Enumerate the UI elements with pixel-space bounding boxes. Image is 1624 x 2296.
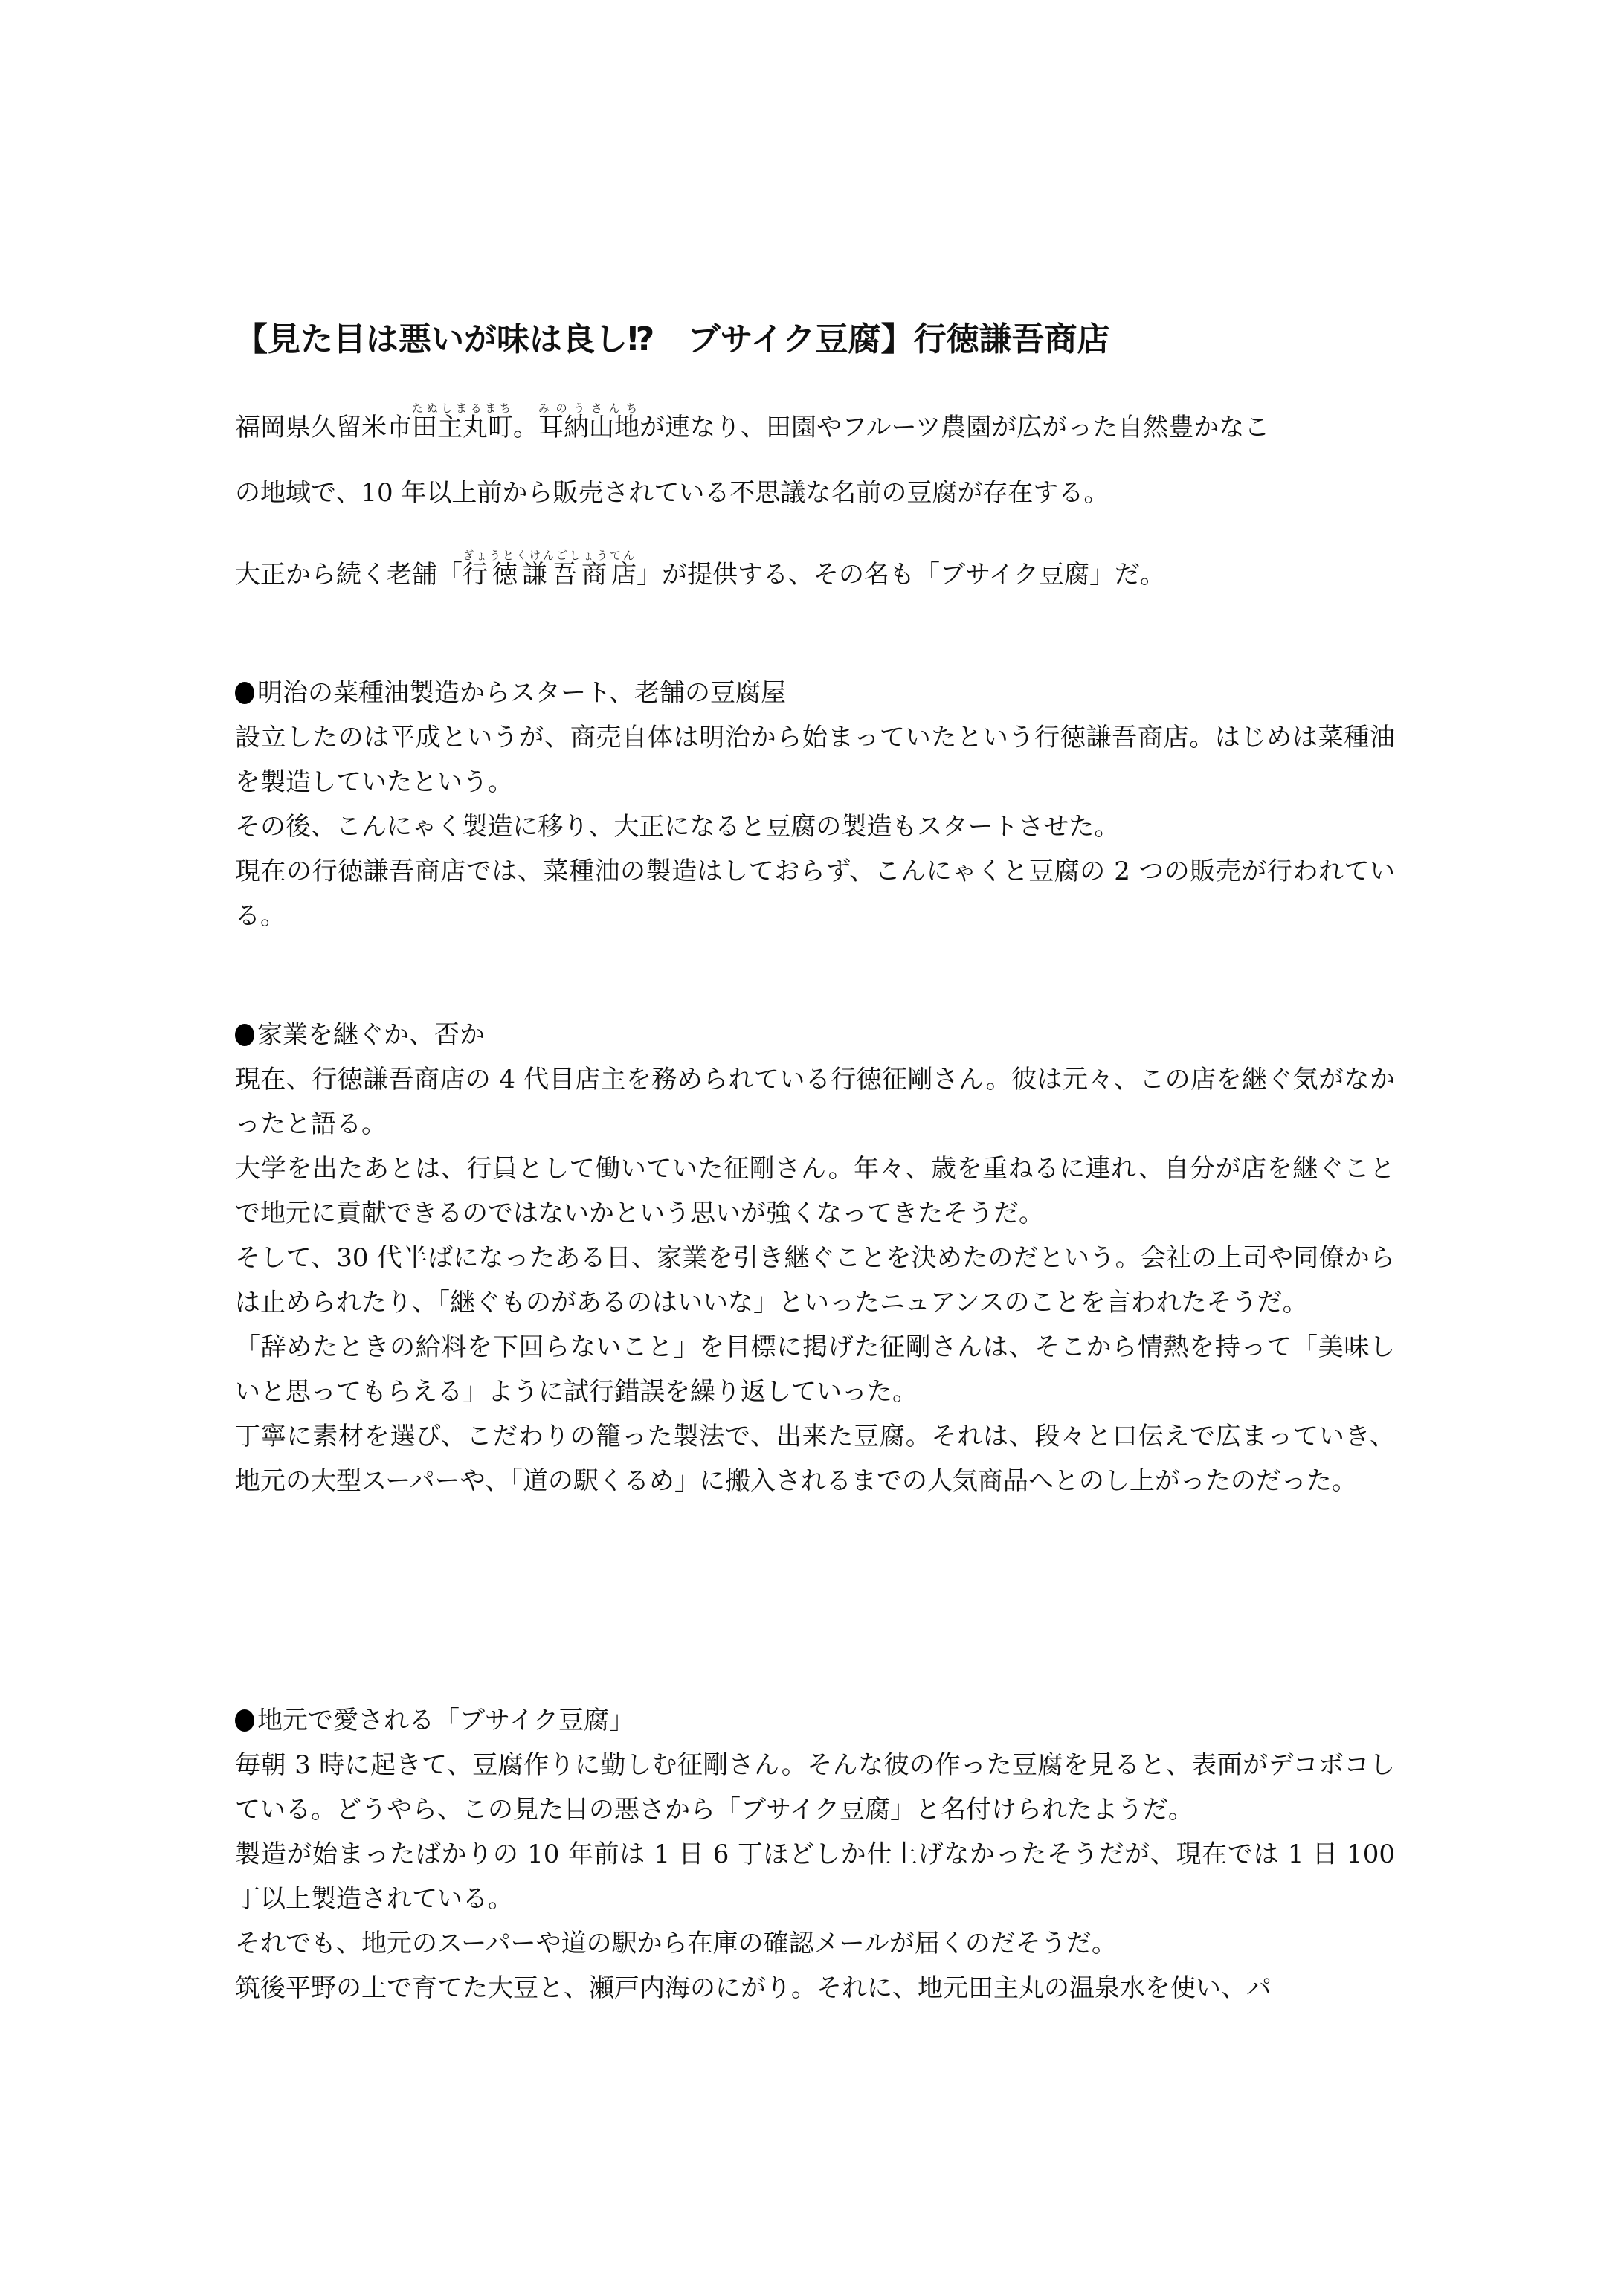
intro-text: 」が提供する、その名も「ブサイク豆腐」だ。 xyxy=(637,560,1165,590)
paragraph: それでも、地元のスーパーや道の駅から在庫の確認メールが届くのだそうだ。 xyxy=(235,1929,1117,1958)
article-title: 【見た目は悪いが味は良し⁉ ブサイク豆腐】行徳謙吾商店 xyxy=(235,320,1110,359)
section-heading xyxy=(235,1698,1395,1743)
paragraph: 現在、行徳謙吾商店の 4 代目店主を務められている行徳征剛さん。彼は元々、この店を継ぐ気がなかったと語る。 xyxy=(235,1065,1395,1139)
section-busaiku-tofu xyxy=(235,1698,1395,2010)
section-family-business xyxy=(235,1013,1395,1503)
ruby-reading: みのうさんち xyxy=(538,402,639,415)
section-heading-text: 家業を継ぐか、否か xyxy=(257,1020,485,1050)
bullet-icon xyxy=(235,1024,254,1046)
paragraph: 大学を出たあとは、行員として働いていた征剛さん。年々、歳を重ねるに連れ、自分が店を継ぐことで地元に貢献できるのではないかという思いが強くなってきたそうだ。 xyxy=(235,1154,1395,1228)
paragraph: その後、こんにゃく製造に移り、大正になると豆腐の製造もスタートさせた。 xyxy=(235,812,1120,842)
intro-text: 。 xyxy=(513,413,538,442)
intro-line-2: の地域で、10 年以上前から販売されている不思議な名前の豆腐が存在する。 xyxy=(235,478,1109,508)
paragraph: 現在の行徳謙吾商店では、菜種油の製造はしておらず、こんにゃくと豆腐の 2 つの販売が行われている。 xyxy=(235,857,1395,931)
section-heading xyxy=(235,1013,1395,1057)
ruby-minousanchi xyxy=(538,402,639,442)
section-heading xyxy=(235,671,1395,715)
paragraph: 設立したのは平成というが、商売自体は明治から始まっていたという行徳謙吾商店。はじめは菜種油を製造していたという。 xyxy=(235,723,1395,797)
ruby-base: 行徳謙吾商店 xyxy=(463,560,637,590)
paragraph: 「辞めたときの給料を下回らないこと」を目標に掲げた征剛さんは、そこから情熱を持って「美味しいと思ってもらえる」ように試行錯誤を繰り返していった。 xyxy=(235,1332,1395,1407)
ruby-base: 田主丸町 xyxy=(412,413,513,442)
bullet-icon xyxy=(235,1709,254,1732)
paragraph: そして、30 代半ばになったある日、家業を引き継ぐことを決めたのだという。会社の上司や同僚からは止められたり、「継ぐものがあるのはいいな」といったニュアンスのことを言われたそうだ。 xyxy=(235,1243,1395,1318)
section-heading-text: 明治の菜種油製造からスタート、老舗の豆腐屋 xyxy=(257,678,786,708)
paragraph: 筑後平野の土で育てた大豆と、瀬戸内海のにがり。それに、地元田主丸の温泉水を使い、パ xyxy=(235,1973,1272,2003)
ruby-base: 耳納山地 xyxy=(538,413,639,442)
ruby-reading: たぬしまるまち xyxy=(412,402,513,415)
section-heading-text: 地元で愛される「ブサイク豆腐」 xyxy=(257,1706,634,1735)
paragraph: 丁寧に素材を選び、こだわりの籠った製法で、出来た豆腐。それは、段々と口伝えで広まっていき、地元の大型スーパーや、「道の駅くるめ」に搬入されるまでの人気商品へとのし上がったのだった。 xyxy=(235,1422,1395,1496)
paragraph: 製造が始まったばかりの 10 年前は 1 日 6 丁ほどしか仕上げなかったそうだが、現在では 1 日 100 丁以上製造されている。 xyxy=(235,1839,1395,1914)
intro-text: が連なり、田園やフルーツ農園が広がった自然豊かなこ xyxy=(639,413,1270,442)
section-meiji-origins xyxy=(235,671,1395,938)
ruby-tanushimarumachi xyxy=(412,402,513,442)
ruby-reading: ぎょうとくけんごしょうてん xyxy=(463,549,637,562)
ruby-gyoutoku-kengo-shouten xyxy=(463,549,637,590)
intro-line-1 xyxy=(235,402,1395,446)
bullet-icon xyxy=(235,682,254,704)
intro-text: 大正から続く老舗「 xyxy=(235,560,463,590)
intro-line-3 xyxy=(235,549,1395,593)
intro-text: 福岡県久留米市 xyxy=(235,413,412,442)
paragraph: 毎朝 3 時に起きて、豆腐作りに勤しむ征剛さん。そんな彼の作った豆腐を見ると、表面がデコボコしている。どうやら、この見た目の悪さから「ブサイク豆腐」と名付けられたようだ。 xyxy=(235,1750,1395,1825)
